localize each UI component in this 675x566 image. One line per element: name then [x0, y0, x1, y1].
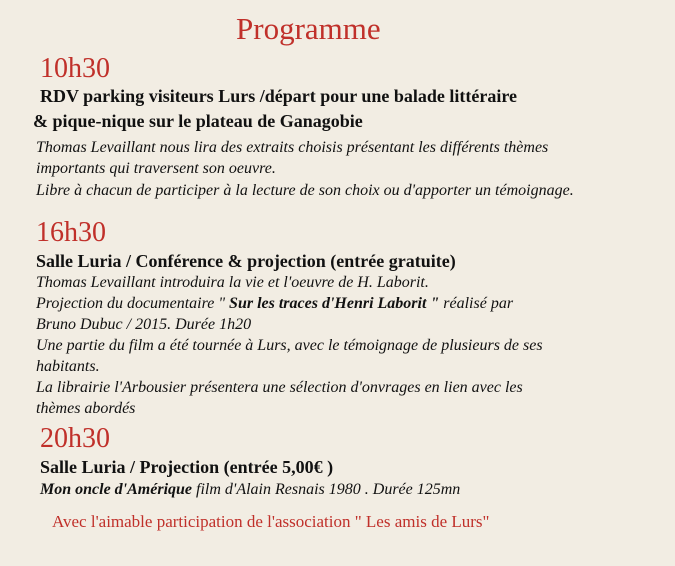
- event-description-line: [36, 293, 513, 314]
- film-details-text: film d'Alain Resnais 1980 . Durée 125mn: [192, 481, 461, 498]
- event-heading-line: Salle Luria / Projection (entrée 5,00€ ): [40, 457, 334, 477]
- event-time-10h30: 10h30: [40, 53, 110, 84]
- documentary-title: Sur les traces d'Henri Laborit ": [229, 295, 440, 312]
- event-description-line: importants qui traversent son oeuvre.: [36, 160, 276, 177]
- event-heading-line: Salle Luria / Conférence & projection (entrée gratuite): [36, 251, 456, 271]
- page-title: Programme: [236, 11, 381, 46]
- event-description-line: thèmes abordés: [36, 400, 136, 417]
- event-heading-line: & pique-nique sur le plateau de Ganagobie: [33, 111, 363, 131]
- event-description-line: Thomas Levaillant nous lira des extraits choisis présentant les différents thèmes: [36, 139, 549, 156]
- event-time-20h30: 20h30: [40, 423, 110, 454]
- footer-credit: Avec l'aimable participation de l'association " Les amis de Lurs": [52, 512, 490, 531]
- doc-intro-text: Projection du documentaire ": [36, 295, 226, 312]
- event-time-16h30: 16h30: [36, 217, 106, 248]
- event-description-line: habitants.: [36, 358, 100, 375]
- event-description-line: Une partie du film a été tournée à Lurs, avec le témoignage de plusieurs de ses: [36, 337, 543, 354]
- doc-made-by-text: réalisé par: [439, 295, 514, 312]
- event-description-line: La librairie l'Arbousier présentera une sélection d'onvrages en lien avec les: [36, 379, 523, 396]
- event-description-line: Thomas Levaillant introduira la vie et l'oeuvre de H. Laborit.: [36, 274, 429, 291]
- film-title: Mon oncle d'Amérique: [40, 481, 193, 498]
- event-description-line: Libre à chacun de participer à la lecture de son choix ou d'apporter un témoignage.: [36, 182, 574, 199]
- event-description-line: Bruno Dubuc / 2015. Durée 1h20: [36, 316, 252, 333]
- event-description-line: [40, 479, 460, 500]
- event-heading-line: RDV parking visiteurs Lurs /départ pour une balade littéraire: [40, 86, 518, 106]
